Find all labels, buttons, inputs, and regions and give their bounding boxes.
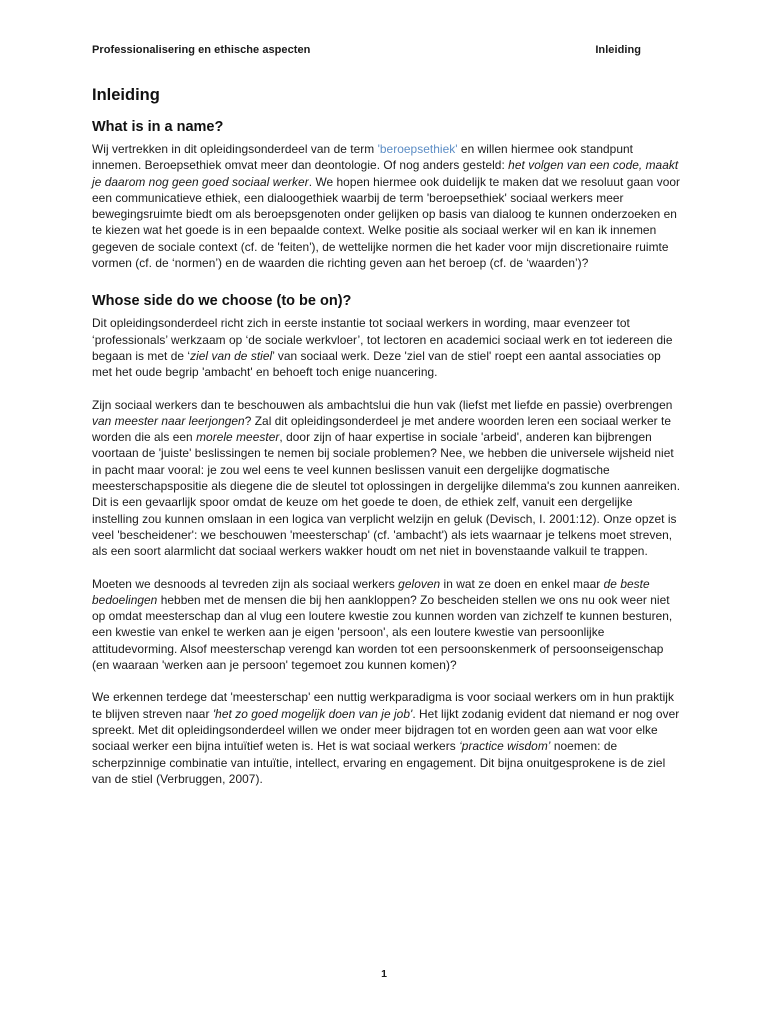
text-run: . We hopen hiermee ook duidelijk te maken dat we resoluut gaan voor een communicatieve ethiek, een dialoogethiek waarbij de term 'beroepsethiek' sociaal werkers meer bewegingsruimte biedt om als beroepsgenoten onder gelijken op basis van dialoog te kunnen onderzoeken en te kiezen wat het goede is in een bepaalde context. Welke positie als sociaal werker wil en kan ik innemen gegeven de sociale context (cf. de 'feiten'), de wettelijke normen die het kader voor mijn discretionaire ruimte vormen (cf. de ‘normen’) en de waarden die richting geven aan het beroep (cf. de ‘waarden’)? [92,174,681,271]
text-run: Wij vertrekken in dit opleidingsonderdeel van de term [92,142,378,156]
section-heading-whose-side: Whose side do we choose (to be on)? [92,293,352,310]
paragraph-beroepsethiek [92,141,682,271]
emphasis-meester-leerjongen: van meester naar leerjongen [92,413,245,428]
text-run: ’ van sociaal werk. Deze 'ziel van de stiel' roept een aantal associaties op met het oude begrip 'ambacht' en behoeft toch enige nuancering. [92,348,661,380]
header-left: Professionalisering en ethische aspecten [92,44,311,56]
emphasis-geloven: geloven [398,576,441,591]
emphasis-goed-doen-job: 'het zo goed mogelijk doen van je job' [212,706,413,721]
page-number: 1 [381,968,387,980]
text-run: hebben met de mensen die bij hen aankloppen? Zo bescheiden stellen we ons nu ook weer niet op omdat meesterschap dan al vlug een loutere kwestie zou kunnen worden van zichzelf te kunnen besturen, een kwestie van enkel te werken aan je eigen 'persoon', als een loutere kwestie van persoonlijke attitudevorming. Alsof meesterschap verengd kan worden tot een persoonskenmerk of persoonseigenschap (en waaraan 'werken aan je persoon' tegemoet zou kunnen komen)? [92,592,673,673]
text-run: Zijn sociaal werkers dan te beschouwen als ambachtslui die hun vak (liefst met liefde en passie) overbrengen [92,397,673,412]
emphasis-morele-meester: morele meester [196,430,280,445]
emphasis-beste-bedoelingen: de beste bedoelingen [92,576,650,607]
text-run: . Het lijkt zodanig evident dat niemand er nog over spreekt. Met dit opleidingsonderdeel willen we onder meer bijdragen tot en worden geen aan wat voor elke sociaal werker een bijna intuïtief weten is. Het is wat sociaal werkers [92,706,680,754]
text-run: en willen hiermee ook standpunt innemen. Beroepsethiek omvat meer dan deontologie. Of nog anders gesteld: [92,142,634,173]
page-header [92,44,641,56]
paragraph-geloven [92,576,682,674]
text-run: We erkennen terdege dat 'meesterschap' een nuttig werkparadigma is voor sociaal werkers om in hun praktijk te blijven streven naar [92,690,674,721]
text-run: noemen: de scherpzinnige combinatie van intuïtie, intellect, ervaring en engagement. Dit bijna onuitgesprokene is de ziel van de stiel (Verbruggen, 2007). [92,739,666,786]
section-heading-what-is-in-a-name: What is in a name? [92,119,224,135]
paragraph-meesterschap [92,689,682,787]
emphasis-code: het volgen van een code, maakt je daarom nog geen goed sociaal werker [92,158,679,189]
text-run: , door zijn of haar expertise in sociale 'arbeid', anderen kan bijbrengen voortaan de 'juiste' beslissingen te nemen bij sociale problemen? Nee, we hebben die universele wijsheid niet in pacht maar vooral: je zou wel eens te veel kunnen beslissen vanuit een dergelijke dogmatische meesterschapspositie als diegene die de sleutel tot oplossingen in dergelijke dilemma's zou kunnen aanreiken. Dit is een gevaarlijk spoor omdat de keuze om het goede te doen, de ethiek zelf, vanuit een dergelijke instelling zou kunnen omslaan in een logica van verplicht welzijn en geluk (Devisch, I. 2001:12). Onze opzet is veel 'bescheidener': we beschouwen 'meesterschap' (cf. 'ambacht') als iets waarnaar je telkens moet streven, als een soort alarmlicht dat sociaal werkers wakker houdt om net niet in bovenstaande valkuil te trappen. [92,430,681,559]
page-body [92,86,682,787]
term-beroepsethiek: 'beroepsethiek' [377,142,458,156]
emphasis-practice-wisdom: ‘practice wisdom’ [459,739,551,754]
text-run: Dit opleidingsonderdeel richt zich in eerste instantie tot sociaal werkers in wording, maar evenzeer tot ‘professionals’ werkzaam op ‘de sociale werkvloer’, tot lectoren en academici sociaal werk en tot iedereen die begaan is met de ‘ [92,316,673,363]
paragraph-doelgroep [92,315,682,380]
text-run: Moeten we desnoods al tevreden zijn als sociaal werkers [92,576,399,591]
header-right: Inleiding [595,44,641,56]
text-run: in wat ze doen en enkel maar [440,576,604,591]
emphasis-ziel-van-de-stiel: ziel van de stiel [190,348,273,363]
page-title: Inleiding [92,86,160,104]
paragraph-ambachtslui [92,397,682,560]
text-run: ? Zal dit opleidingsonderdeel je met andere woorden leren een sociaal werker te worden die als een [92,413,672,445]
